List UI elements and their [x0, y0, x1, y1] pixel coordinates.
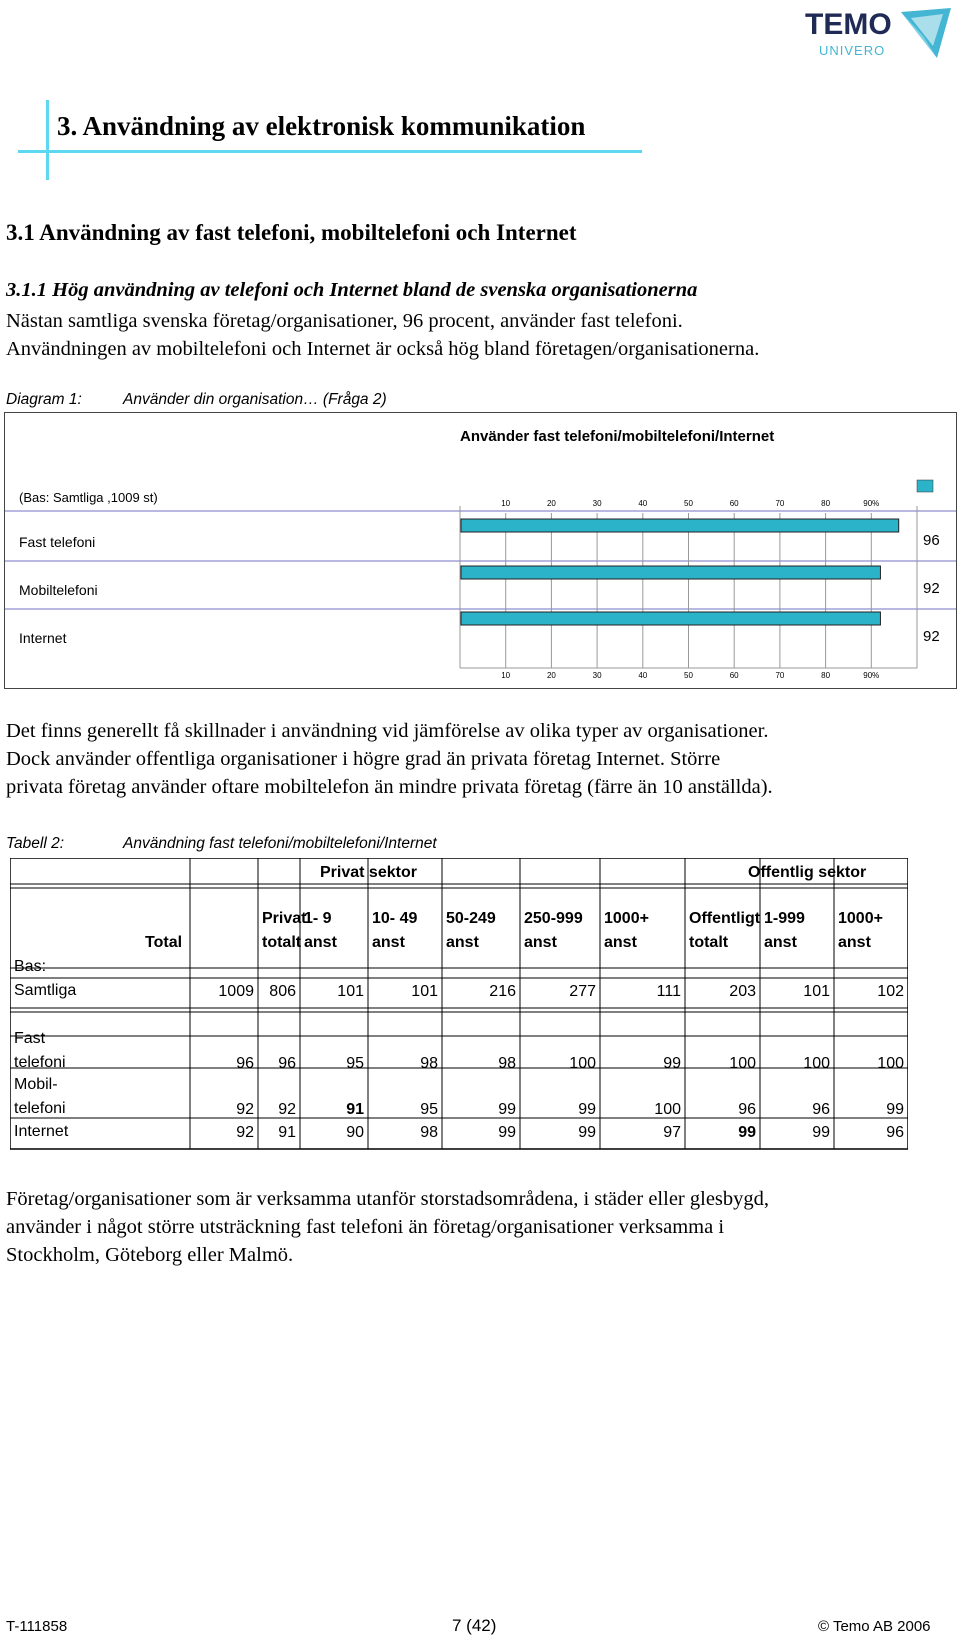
subsection-heading: 3.1.1 Hög användning av telefoni och Internet bland de svenska organisationerna — [6, 279, 698, 301]
table-header-line1: Offentligt — [689, 910, 761, 927]
chapter-heading: 3. Användning av elektronisk kommunikation — [57, 111, 586, 141]
table-cell-base: 101 — [803, 983, 830, 1000]
chart-tick-bottom: 60 — [729, 671, 739, 680]
footer-page-number: 7 (42) — [452, 1616, 497, 1635]
chart-tick-top: 30 — [592, 499, 602, 508]
table-header-line1: Privat — [262, 910, 307, 927]
chart-tick-top: 40 — [638, 499, 648, 508]
chart-tick-bottom: 70 — [775, 671, 785, 680]
heading-accent-horizontal — [18, 150, 642, 153]
table-cell-base: 101 — [337, 983, 364, 1000]
table-header-line2: Total — [145, 934, 183, 951]
section-heading: 3.1 Användning av fast telefoni, mobiltelefoni och Internet — [6, 220, 577, 245]
table-cell: 99 — [578, 1124, 596, 1141]
table-cell: 95 — [346, 1055, 364, 1072]
table-caption-title: Användning fast telefoni/mobiltelefoni/Internet — [123, 835, 437, 852]
table-cell: 99 — [738, 1124, 756, 1141]
chart-bar — [461, 566, 880, 579]
table-cell: 96 — [812, 1101, 830, 1118]
table-cell-base: 203 — [729, 983, 756, 1000]
chart-tick-bottom: 20 — [546, 671, 556, 680]
chart-title: Använder fast telefoni/mobiltelefoni/Internet — [460, 428, 775, 445]
table-cell: 98 — [498, 1055, 516, 1072]
table-cell: 96 — [236, 1055, 254, 1072]
table-header-line1: 1000+ — [838, 910, 883, 927]
chart-tick-bottom: 40 — [638, 671, 648, 680]
intro-paragraph-line2: Användningen av mobiltelefoni och Internet är också hög bland företagen/organisationerna. — [6, 338, 760, 360]
table-cell: 96 — [738, 1101, 756, 1118]
chart-category-label: Mobiltelefoni — [19, 582, 98, 598]
table-row-label: Mobil- — [14, 1076, 58, 1093]
footer-report-id: T-111858 — [6, 1618, 68, 1635]
chart-tick-bottom: 50 — [684, 671, 693, 680]
table-cell: 96 — [886, 1124, 904, 1141]
table-header-line2: anst — [524, 934, 557, 951]
table-cell: 99 — [812, 1124, 830, 1141]
chart-category-label: Fast telefoni — [19, 534, 96, 550]
table-header-line2: anst — [372, 934, 405, 951]
logo-mark-icon — [897, 6, 955, 66]
table-cell: 98 — [420, 1055, 438, 1072]
usage-table-grid — [10, 858, 908, 1158]
table-cell-base: 277 — [569, 983, 596, 1000]
table-cell: 98 — [420, 1124, 438, 1141]
chart-bar — [461, 519, 899, 532]
comparison-paragraph-line3: privata företag använder oftare mobiltelefon än mindre privata företag (färre än 10 anställda). — [6, 776, 773, 798]
table-cell-base: 102 — [877, 983, 904, 1000]
table-cell: 96 — [278, 1055, 296, 1072]
table-cell: 92 — [236, 1101, 254, 1118]
table-cell-base: 111 — [656, 983, 681, 1000]
chart-legend-swatch — [917, 480, 933, 492]
chart-tick-bottom: 10 — [501, 671, 511, 680]
regional-paragraph-line2: använder i något större utsträckning fast telefoni än företag/organisationer verksamma i — [6, 1216, 725, 1238]
comparison-paragraph-line1: Det finns generellt få skillnader i användning vid jämförelse av olika typer av organisationer. — [6, 720, 769, 742]
table-cell-base: 216 — [489, 983, 516, 1000]
chart-tick-top: 50 — [684, 499, 693, 508]
table-row-label: telefoni — [14, 1054, 66, 1071]
chart-category-label: Internet — [19, 630, 67, 646]
table-cell: 99 — [663, 1055, 681, 1072]
table-header-line1: 1-999 — [764, 910, 805, 927]
chart-tick-bottom: 80 — [821, 671, 831, 680]
table-cell: 100 — [729, 1055, 756, 1072]
chart-tick-top: 10 — [501, 499, 511, 508]
table-group-private: Privat sektor — [320, 864, 417, 881]
chart-tick-top: 70 — [775, 499, 785, 508]
logo-word-temo: TEMO — [805, 8, 892, 41]
diagram-caption-label: Diagram 1: — [6, 391, 82, 408]
chart-value-label: 92 — [923, 628, 940, 645]
usage-chart — [4, 412, 957, 689]
table-cell: 99 — [498, 1124, 516, 1141]
chart-base-note: (Bas: Samtliga ,1009 st) — [19, 490, 158, 505]
table-cell: 95 — [420, 1101, 438, 1118]
chart-tick-bottom: 90% — [863, 671, 880, 680]
table-cell: 91 — [278, 1124, 296, 1141]
chart-bar — [461, 612, 880, 625]
footer-copyright: © Temo AB 2006 — [818, 1618, 931, 1635]
table-header-line1: 50-249 — [446, 910, 496, 927]
chart-tick-top: 60 — [729, 499, 739, 508]
table-header-line2: anst — [764, 934, 797, 951]
table-cell: 99 — [578, 1101, 596, 1118]
table-cell: 100 — [569, 1055, 596, 1072]
table-header-line2: anst — [604, 934, 637, 951]
table-header-line2: anst — [838, 934, 871, 951]
table-row-label: Samtliga — [14, 982, 77, 999]
table-group-public: Offentlig sektor — [748, 864, 867, 881]
temo-univero-logo — [805, 8, 955, 63]
intro-paragraph-line1: Nästan samtliga svenska företag/organisationer, 96 procent, använder fast telefoni. — [6, 310, 683, 332]
chart-tick-top: 90% — [863, 499, 880, 508]
table-cell: 99 — [886, 1101, 904, 1118]
table-header-line1: 1000+ — [604, 910, 649, 927]
chart-value-label: 92 — [923, 580, 940, 597]
table-cell-base: 101 — [411, 983, 438, 1000]
logo-word-univero: UNIVERO — [819, 43, 886, 58]
regional-paragraph-line1: Företag/organisationer som är verksamma utanför storstadsområdena, i städer eller glesbygd, — [6, 1188, 770, 1210]
table-header-line1: 10- 49 — [372, 910, 418, 927]
table-header-line1: 250-999 — [524, 910, 583, 927]
chart-tick-bottom: 30 — [592, 671, 602, 680]
table-row-label: Fast — [14, 1030, 46, 1047]
heading-accent-vertical — [46, 100, 49, 180]
table-header-line2: totalt — [262, 934, 302, 951]
usage-chart-svg — [5, 413, 956, 688]
table-header-line2: anst — [446, 934, 479, 951]
table-cell: 100 — [803, 1055, 830, 1072]
table-header-line2: anst — [304, 934, 337, 951]
table-cell: 91 — [346, 1101, 364, 1118]
regional-paragraph-line3: Stockholm, Göteborg eller Malmö. — [6, 1244, 294, 1266]
table-cell: 92 — [278, 1101, 296, 1118]
diagram-caption-title: Använder din organisation… (Fråga 2) — [123, 391, 387, 408]
table-cell: 99 — [498, 1101, 516, 1118]
table-header-line2: totalt — [689, 934, 729, 951]
table-row-label: Internet — [14, 1123, 69, 1140]
table-cell: 97 — [663, 1124, 681, 1141]
chart-tick-top: 80 — [821, 499, 831, 508]
table-cell-base: 1009 — [218, 983, 254, 1000]
table-caption-label: Tabell 2: — [6, 835, 65, 852]
table-cell: 92 — [236, 1124, 254, 1141]
table-row-label: Bas: — [14, 958, 47, 975]
table-cell: 100 — [654, 1101, 681, 1118]
chart-tick-top: 20 — [546, 499, 556, 508]
table-header-line1: 1- 9 — [304, 910, 332, 927]
table-cell: 90 — [346, 1124, 364, 1141]
chart-value-label: 96 — [923, 532, 940, 549]
table-cell-base: 806 — [269, 983, 296, 1000]
table-cell: 100 — [877, 1055, 904, 1072]
table-row-label: telefoni — [14, 1100, 66, 1117]
comparison-paragraph-line2: Dock använder offentliga organisationer i högre grad än privata företag Internet. Större — [6, 748, 721, 770]
